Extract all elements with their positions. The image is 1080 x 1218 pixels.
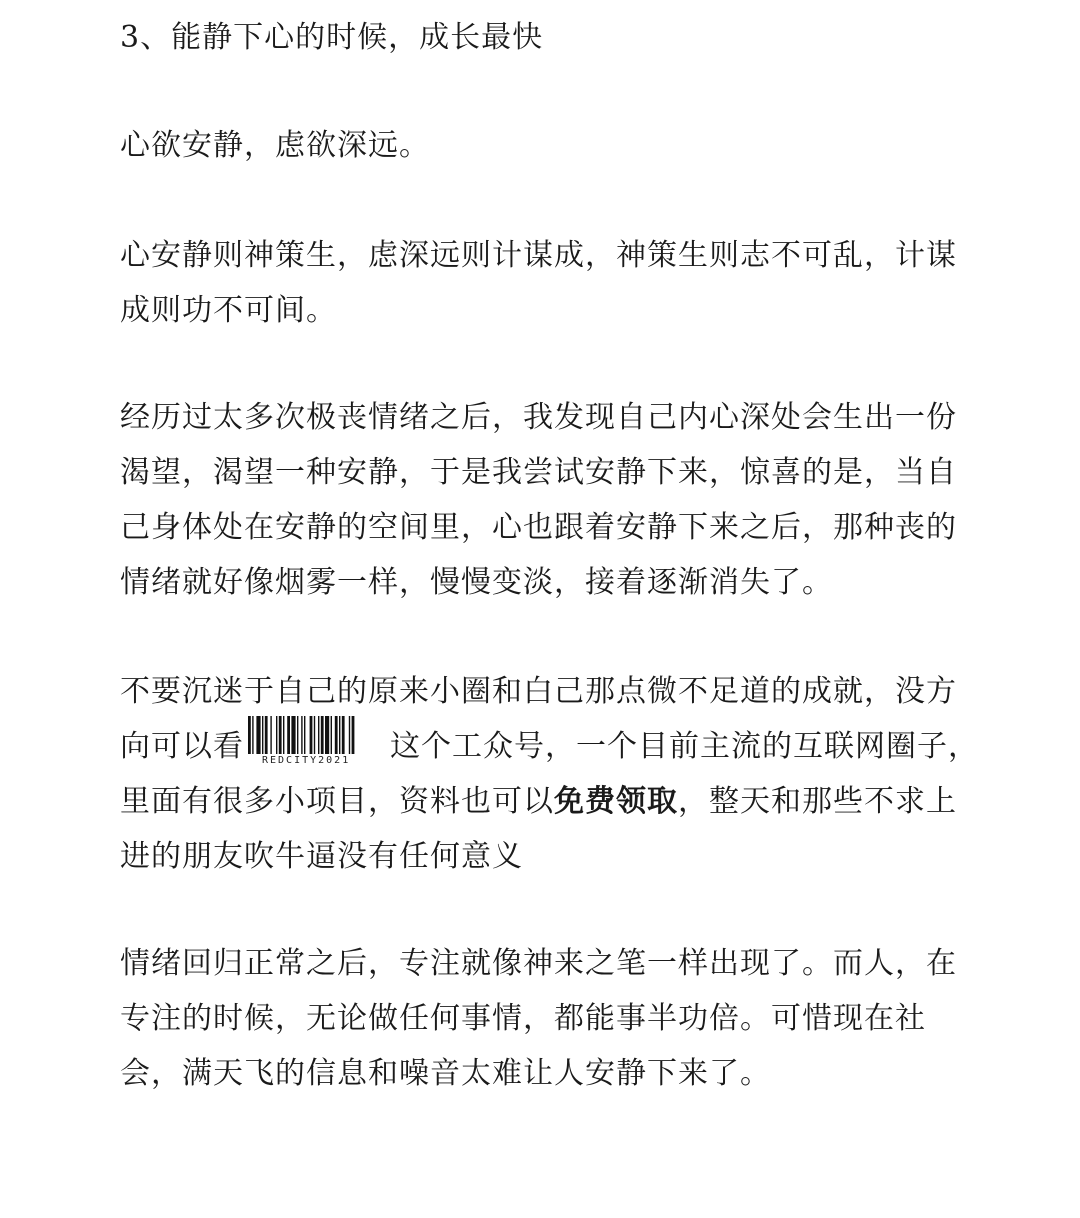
section-heading xyxy=(120,10,950,65)
barcode-icon xyxy=(246,716,388,756)
paragraph-3-line: 己身体处在安静的空间里，心也跟着安静下来之后，那种丧的 xyxy=(120,510,957,545)
paragraph-2 xyxy=(120,228,957,338)
barcode-image xyxy=(246,722,388,766)
paragraph-4-line3-start: 里面有很多小项目，资料也可以 xyxy=(120,784,554,819)
paragraph-4-line xyxy=(120,719,979,774)
paragraph-5 xyxy=(120,936,957,1101)
paragraph-4-line xyxy=(120,774,957,829)
paragraph-4 xyxy=(120,664,979,884)
paragraph-5-line: 专注的时候，无论做任何事情，都能事半功倍。可惜现在社 xyxy=(120,1001,926,1036)
paragraph-4-line: 不要沉迷于自己的原来小圈和白己那点微不足道的成就，没方 xyxy=(120,674,957,709)
paragraph-1-text: 心欲安静，虑欲深远。 xyxy=(120,128,430,163)
paragraph-5-line: 会，满天飞的信息和噪音太难让人安静下来了。 xyxy=(120,1056,771,1091)
barcode-label: REDCITY2021 xyxy=(262,755,351,766)
paragraph-3-line: 情绪就好像烟雾一样，慢慢变淡，接着逐渐消失了。 xyxy=(120,565,833,600)
paragraph-2-line: 成则功不可间。 xyxy=(120,293,337,328)
paragraph-5-line: 情绪回归正常之后，专注就像神来之笔一样出现了。而人，在 xyxy=(120,946,957,981)
paragraph-3-line: 渴望，渴望一种安静，于是我尝试安静下来，惊喜的是，当自 xyxy=(120,455,957,490)
paragraph-3-line: 经历过太多次极丧情绪之后，我发现自己内心深处会生出一份 xyxy=(120,400,957,435)
paragraph-4-line2-start: 向可以看 xyxy=(120,729,244,764)
paragraph-4-line3-end: ，整天和那些不求上 xyxy=(678,784,957,819)
free-highlight-text: 免费领取 xyxy=(554,784,678,819)
paragraph-1 xyxy=(120,118,950,173)
paragraph-3 xyxy=(120,390,957,610)
paragraph-2-line: 心安静则神策生，虑深远则计谋成，神策生则志不可乱，计谋 xyxy=(120,238,957,273)
heading-text: 3、能静下心的时候，成长最快 xyxy=(120,20,544,55)
paragraph-4-line: 进的朋友吹牛逼没有任何意义 xyxy=(120,839,523,874)
paragraph-4-line2-end: 这个工众号，一个目前主流的互联网圈子， xyxy=(390,729,979,764)
